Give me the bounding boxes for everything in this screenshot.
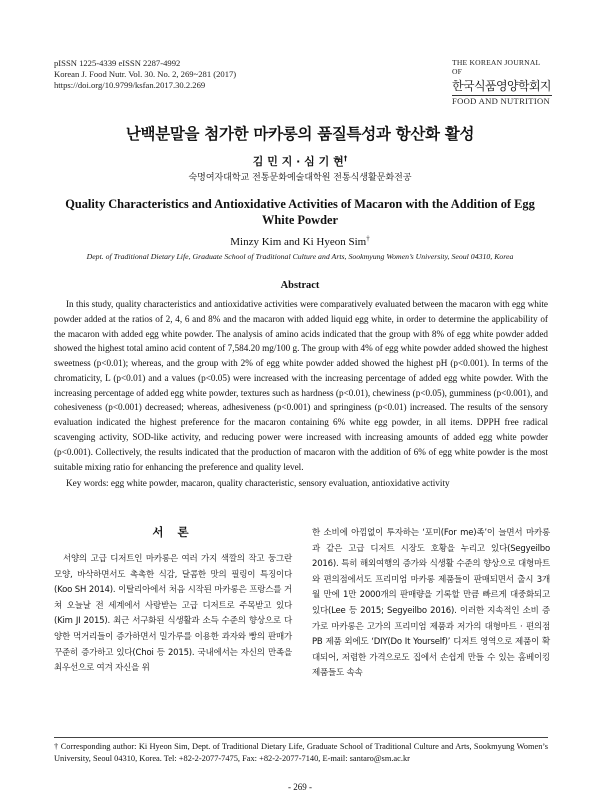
affiliation-korean: 숙명여자대학교 전통문화예술대학원 전통식생활문화전공 (188, 173, 412, 183)
doi-link[interactable]: https://doi.org/10.9799/ksfan.2017.30.2.269 (54, 80, 206, 90)
journal-citation-block (54, 58, 236, 91)
body-column-left (54, 552, 292, 677)
abstract-body (54, 297, 548, 474)
journal-logo (452, 58, 552, 106)
page-number: - 269 - (288, 782, 312, 792)
journal-suffix: FOOD AND NUTRITION (452, 96, 551, 106)
affiliation-english: Dept. of Traditional Dietary Life, Graduate School of Traditional Culture and Arts, Sookmyung Women’s University, Seoul 04310, Korea (86, 252, 514, 261)
authors-english-names: Minzy Kim and Ki Hyeon Sim (230, 236, 367, 248)
body-paragraph-left: 서양의 고급 디저트인 마카롱은 여러 가지 색깔의 작고 둥그란 모양, 바삭하면서도 촉촉한 식감, 달콤한 맛의 필링이 특징이다(Koo SH 2014). 이탈리아에서 처음 시작된 마카롱은 프랑스를 거쳐 오늘날 전 세계에서 사랑받는 고급 디저트로 주목받고 있다(Kim JI 2015). 최근 서구화된 식생활과 소득 수준의 향상으로 다양한 먹거리들이 증가하면서 밀가루를 이용한 과자와 빵의 판매가 꾸준히 증가하고 있다(Choi 등 2015). 국내에서는 자신의 만족을 최우선으로 여겨 자신을 위 (54, 554, 292, 674)
title-korean: 난백분말을 첨가한 마카롱의 품질특성과 항산화 활성 (125, 125, 475, 143)
section-heading-introduction: 서 론 (152, 525, 194, 539)
abstract-text: In this study, quality characteristics and antioxidative activities were comparatively evaluated between the macaron with egg white powder added at the ratios of 2, 4, 6 and 8% and the macaron with added liquid egg white, in order to determine the applicability of the macaron with added egg white powder. The analysis of amino acids indicated that the group with 8% of egg white powder added showed the highest total amino acid content of 7,584.20 mg/100 g. The group with 4% of egg white powder added showed the highest sweetness (p<0.01); whereas, and the group with 2% of egg white powder added showed the highest pH (p<0.001). In terms of the chromaticity, L (p<0.01) and a values (p<0.05) were increased with the increasing percentage of added egg white powder. With the increasing percentage of added egg white powder, textures such as hardness (p<0.01), chewiness (p<0.05), gumminess (p<0.001), and cohesiveness (p<0.001) decreased; whereas, adhesiveness (p<0.001) and springiness (p<0.01) increased. The results of the sensory evaluation indicated the highest preference for the macaron containing 6% white egg powder, in all items. DPPH free radical scavenging activity, SOD-like activity, and reducing power were increased with increasing amounts of added egg white powder (p<0.001). Collectively, the results indicated that the production of macaron with the addition of 6% of egg white powder is the most suitable mixing ratio for enhancing the preference and quality level. (54, 299, 548, 472)
corresponding-mark: † (343, 154, 348, 163)
corresponding-author-footnote: † Corresponding author: Ki Hyeon Sim, Dept. of Traditional Dietary Life, Graduate School of Traditional Culture and Arts, Sookmyung Women’s University, Seoul 04310, Korea. Tel: +82-2-2077-7475, Fax: +82-2-2077-7140, E-mail: santaro@sm.ac.kr (54, 742, 548, 763)
issn-line: pISSN 1225-4339 eISSN 2287-4992 (54, 58, 181, 68)
journal-prefix: THE KOREAN JOURNAL OF (452, 58, 541, 76)
authors-english (0, 236, 600, 248)
body-column-right (312, 526, 550, 682)
citation-line: Korean J. Food Nutr. Vol. 30. No. 2, 269~281 (2017) (54, 69, 237, 79)
body-paragraph-right: 한 소비에 아낌없이 투자하는 ‘포미(For me)족’이 늘면서 마카롱과 같은 고급 디저트 시장도 호황을 누리고 있다(Segyeilbo 2016). 특히 해외여행의 증가와 식생활 수준의 향상으로 대형마트와 편의점에서도 프리미엄 마카롱 제품들이 판매되면서 출시 3개월 만에 1만 2000개의 판매량을 기록할 만큼 빠르게 대중화되고 있다(Lee 등 2015; Segyeilbo 2016). 이러한 지속적인 소비 증가로 마카롱은 고가의 프리미엄 제품과 저가의 대형마트 · 편의점 PB 제품 외에도 ‘DIY(Do It Yourself)’ 디저트 영역으로 제품이 확대되어, 저렴한 가격으로도 집에서 손쉽게 만들 수 있는 홈베이킹 제품들도 속속 (312, 528, 550, 679)
journal-name-korean: 한국식품영양학회지 (452, 77, 552, 96)
authors-korean-names: 김 민 지 · 심 기 현 (252, 155, 344, 168)
title-english: Quality Characteristics and Antioxidative Activities of Macaron with the Addition of Egg White Powder (65, 197, 535, 227)
keywords: Key words: egg white powder, macaron, quality characteristic, sensory evaluation, antioxidative activity (66, 478, 450, 488)
footnote-divider (54, 737, 548, 738)
abstract-heading: Abstract (280, 280, 320, 291)
corresponding-mark-en: † (366, 234, 370, 243)
authors-korean (0, 153, 600, 169)
